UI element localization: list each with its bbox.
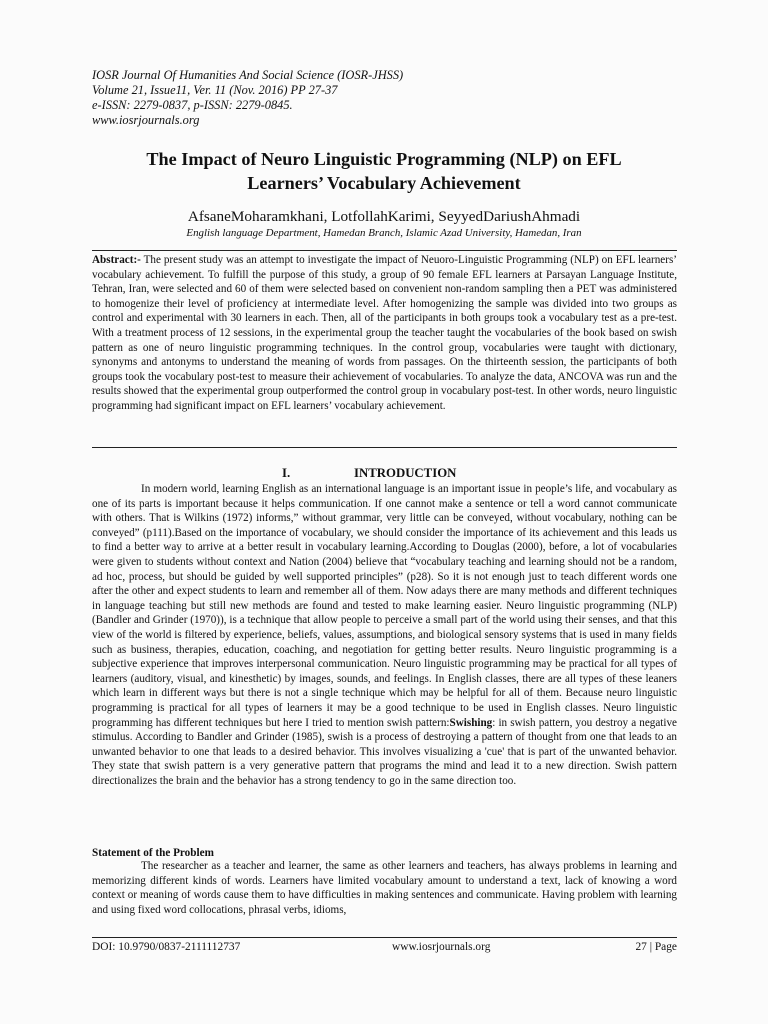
abstract-top-rule — [92, 250, 677, 251]
introduction-paragraph — [92, 482, 677, 788]
section-title: INTRODUCTION — [354, 466, 457, 480]
abstract-bottom-rule — [92, 447, 677, 448]
footer-rule — [92, 937, 677, 938]
abstract — [92, 253, 677, 414]
footer-website: www.iosrjournals.org — [392, 941, 491, 953]
journal-volume: Volume 21, Issue11, Ver. 11 (Nov. 2016) PP 27-37 — [92, 83, 338, 97]
introduction-heading — [92, 466, 677, 482]
abstract-text: The present study was an attempt to investigate the impact of Neuoro-Linguistic Programming (NLP) on EFL learners’ vocabulary achievement. To fulfill the purpose of this study, a group of 90 female EFL learners at Parsayan Language Institute, Tehran, Iran, were selected and 60 of them were selected based on convenient non-random sampling then a PET was administered to homogenize their level of proficiency at intermediate level. After homogenizing the sample was divided into two groups as control and experimental with 30 learners in each. Then, all of the participants in both groups took a vocabulary test as a pre-test. With a treatment process of 12 sessions, in the experimental group the teacher taught the vocabularies of the book based on swish pattern as one of neuro linguistic programming techniques. In the control group, vocabularies were taught with dictionary, synonyms and antonyms to understand the meaning of words from passages. On the thirteenth session, the participants of both groups took the vocabulary post-test to measure their achievement of vocabularies. To analyze the data, ANCOVA was run and the results showed that the experimental group outperformed the control group in vocabulary post-test. In other words, neuro linguistic programming had significant impact on EFL learners’ vocabulary achievement. — [92, 254, 677, 412]
journal-header — [92, 68, 652, 128]
section-number: I. — [282, 466, 291, 480]
abstract-label: Abstract:- — [92, 254, 141, 266]
journal-issn: e-ISSN: 2279-0837, p-ISSN: 2279-0845. — [92, 98, 293, 112]
paper-title-line-2: Learners’ Vocabulary Achievement — [247, 173, 521, 193]
journal-name: IOSR Journal Of Humanities And Social Science (IOSR-JHSS) — [92, 68, 404, 82]
page-footer — [92, 941, 677, 957]
swishing-term: Swishing — [449, 716, 493, 729]
journal-website: www.iosrjournals.org — [92, 113, 200, 127]
footer-doi: DOI: 10.9790/0837-2111112737 — [92, 941, 241, 953]
footer-page-number: 27 | Page — [635, 941, 677, 953]
affiliation: English language Department, Hamedan Branch, Islamic Azad University, Hamedan, Iran — [186, 227, 582, 239]
introduction-text-part-2: : in swish pattern, you destroy a negative stimulus. According to Bandler and Grinder (1985), swish is a process of destroying a pattern of thought from one that leads to an unwanted behavior to one that leads to a desired behavior. This involves visualizing a 'cue' that is part of the unwanted behavior. They state that swish pattern is a very generative pattern that programs the mind and lead it to a new direction. Swish pattern directionalizes the brain and the behavior has a strong tendency to go in the same direction too. — [92, 716, 677, 787]
problem-paragraph: The researcher as a teacher and learner, the same as other learners and teachers, has always problems in learning and memorizing different kinds of words. Learners have limited vocabulary amount to understand a text, lack of knowing a word context or meaning of words cause them to have difficulties in making sentences and communicate. Having problem with learning and using fixed word collocations, phrasal verbs, idioms, — [92, 860, 677, 916]
paper-title — [60, 147, 708, 195]
introduction-text-part-1: In modern world, learning English as an international language is an important issue in people’s life, and vocabulary as one of its parts is important because it helps communication. If one cannot make a sentence or tell a word cannot communicate with others. That is Wilkins (1972) informs,” without grammar, very little can be conveyed, without vocabulary, nothing can be conveyed” (p111).Based on the importance of vocabulary, we should consider the importance of its achievement and this leads us to find a better way to arrive at a better result in vocabulary learning.According to Douglas (2000), before, a lot of vocabularies were given to students without context and Nation (2004) believe that “vocabulary teaching and learning should not be a random, ad hoc, process, but should be guided by well supported principles” (p28). So it is not enough just to teach different words one after the other and expect students to learn and remember all of them. Now adays there are many methods and different techniques in language teaching but still new methods are found and tested to make learning easier. Neuro linguistic programming (NLP) (Bandler and Grinder (1970)), is a technique that allow people to perceive a small part of the world using their senses, and that this view of the world is filtered by experience, beliefs, values, assumptions, and biological sensory systems that is used in many fields such as business, therapies, education, coaching, and negotiation for getting better results. Neuro linguistic programming is a subjective experience that improves interpersonal communication. Neuro linguistic programming may be practical for all types of learners (auditory, visual, and kinesthetic) by images, sounds, and feelings. In English classes, there are all types of these leaners which learn in different ways but there is not a single technique which may be helpful for all of them. Because neuro linguistic programming is practical for all types of learners it may be a good technique to be used in English classes. Neuro linguistic programming has different techniques but here I tried to mention swish pattern: — [92, 483, 677, 729]
problem-body — [92, 859, 677, 917]
authors: AfsaneMoharamkhani, LotfollahKarimi, SeyyedDariushAhmadi — [187, 208, 581, 225]
introduction-body — [92, 482, 677, 788]
paper-title-line-1: The Impact of Neuro Linguistic Programming (NLP) on EFL — [146, 149, 622, 169]
problem-heading: Statement of the Problem — [92, 847, 214, 859]
